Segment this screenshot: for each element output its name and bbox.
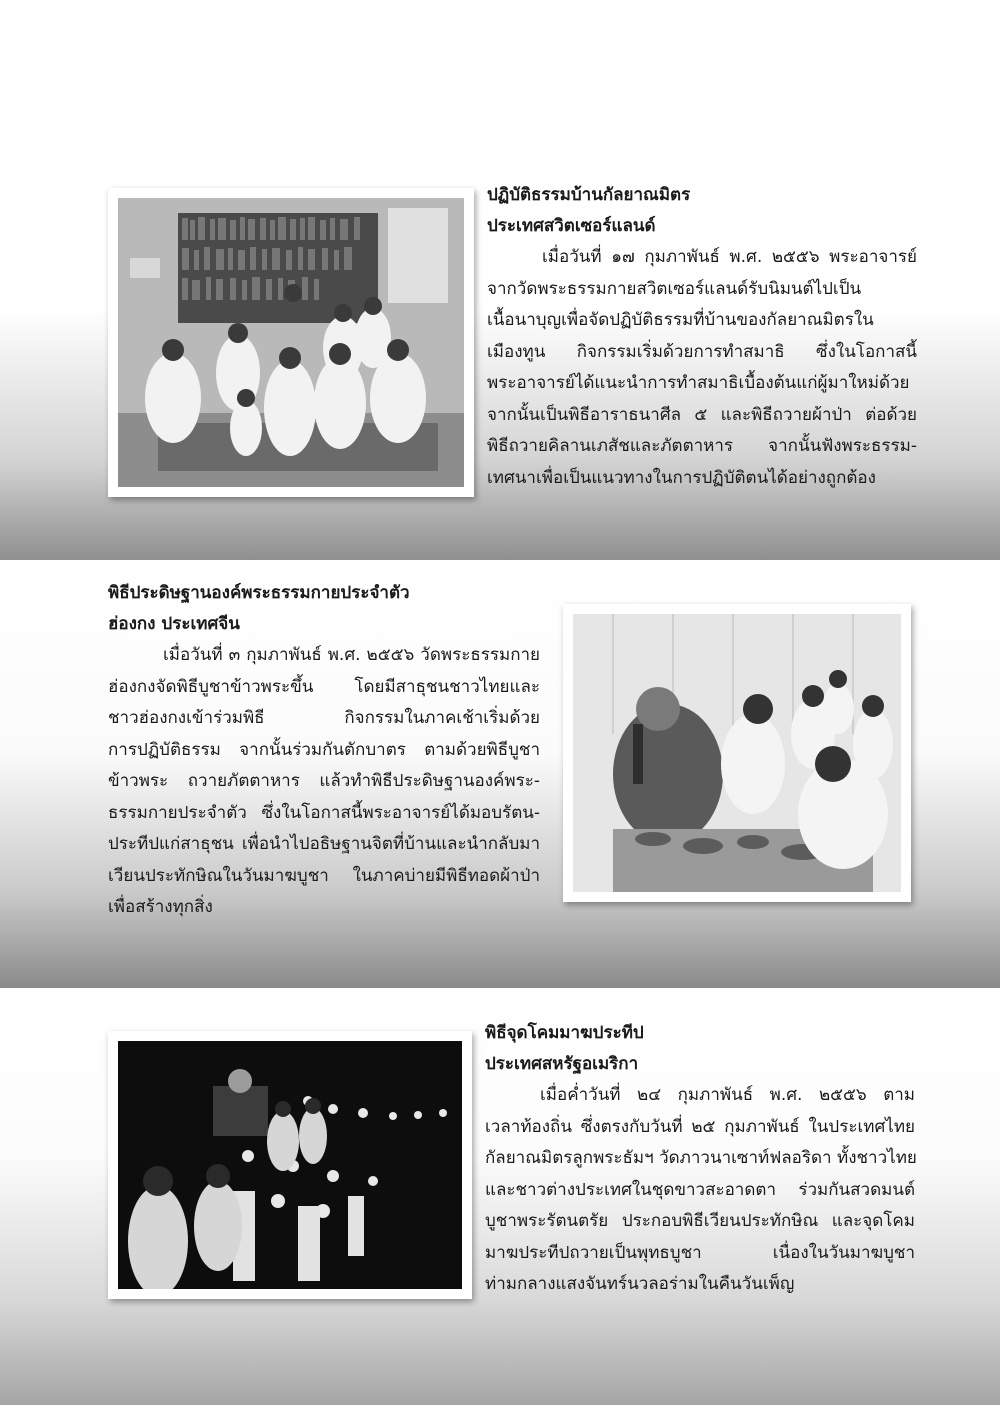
section-1-heading-country: ประเทศสวิตเซอร์แลนด์: [487, 216, 656, 236]
section-3-body-line: บูชาพระรัตนตรัย ประกอบพิธีเวียนประทักษิณ และจุดโคม: [485, 1211, 915, 1231]
photo-usa-candle-lighting: [108, 1031, 472, 1299]
section-1-body-line: เนื้อนาบุญเพื่อจัดปฏิบัติธรรมที่บ้านของกัลยาณมิตรใน: [487, 310, 874, 330]
section-3-body-line: มาฆประทีปถวายเป็นพุทธบูชา เนื่องในวันมาฆบูชา: [485, 1242, 915, 1263]
section-2-body-line: การปฏิบัติธรรม จากนั้นร่วมกันตักบาตร ตามด้วยพิธีบูชา: [108, 739, 540, 760]
section-1-body-line: เมื่อวันที่ ๑๗ กุมภาพันธ์ พ.ศ. ๒๕๕๖ พระอาจารย์: [542, 247, 917, 267]
section-2-body-line: ประทีปแก่สาธุชน เพื่อนำไปอธิษฐานจิตที่บ้านและนำกลับมา: [108, 834, 540, 854]
section-1-heading-title: ปฏิบัติธรรมบ้านกัลยาณมิตร: [487, 185, 691, 205]
section-1-body-line: พิธีถวายคิลานเภสัชและภัตตาหาร จากนั้นฟังพระธรรม-: [487, 436, 917, 456]
section-2-body-line: เวียนประทักษิณในวันมาฆบูชา ในภาคบ่ายมีพิธีทอดผ้าป่า: [108, 865, 540, 886]
section-2-text: [108, 578, 540, 924]
section-divider: [0, 988, 1000, 990]
photo-image: [118, 1041, 462, 1289]
section-3-body-line: และชาวต่างประเทศในชุดขาวสะอาดตา ร่วมกันสวดมนต์: [485, 1179, 915, 1200]
section-2-body-line: ฮ่องกงจัดพิธีบูชาข้าวพระขึ้น โดยมีสาธุชนชาวไทยและ: [108, 676, 540, 697]
section-2-heading-country: ฮ่องกง ประเทศจีน: [108, 614, 240, 634]
section-3-body-line: กัลยาณมิตรลูกพระธัมฯ วัดภาวนาเซาท์ฟลอริดา ทั้งชาวไทย: [485, 1148, 917, 1168]
section-3-body-line: ท่ามกลางแสงจันทร์นวลอร่ามในคืนวันเพ็ญ: [485, 1274, 795, 1294]
section-1-text: [487, 180, 917, 494]
section-2-body-line: เพื่อสร้างทุกสิ่ง: [108, 897, 213, 917]
section-1-body-line: พระอาจารย์ได้แนะนำการทำสมาธิเบื้องต้นแก่ผู้มาใหม่ด้วย: [487, 373, 910, 393]
section-3-text: [485, 1018, 915, 1301]
section-1-body-line: เมืองทูน กิจกรรมเริ่มด้วยการทำสมาธิ ซึ่งในโอกาสนี้: [487, 341, 917, 362]
section-2-body-line: ข้าวพระ ถวายภัตตาหาร แล้วทำพิธีประดิษฐานองค์พระ-: [108, 771, 540, 791]
section-2-heading-title: พิธีประดิษฐานองค์พระธรรมกายประจำตัว: [108, 583, 410, 603]
section-divider: [0, 560, 1000, 562]
section-1-body-line: จากนั้นเป็นพิธีอาราธนาศีล ๕ และพิธีถวายผ้าป่า ต่อด้วย: [487, 404, 917, 425]
section-3-heading-title: พิธีจุดโคมมาฆประทีป: [485, 1023, 644, 1043]
section-2-body-line: เมื่อวันที่ ๓ กุมภาพันธ์ พ.ศ. ๒๕๕๖ วัดพระธรรมกาย: [163, 645, 540, 665]
section-3-body-line: เวลาท้องถิ่น ซึ่งตรงกับวันที่ ๒๕ กุมภาพันธ์ ในประเทศไทย: [485, 1116, 915, 1137]
section-1-body-line: จากวัดพระธรรมกายสวิตเซอร์แลนด์รับนิมนต์ไปเป็น: [487, 278, 862, 299]
photo-image: [118, 198, 464, 487]
section-3-body-line: เมื่อค่ำวันที่ ๒๔ กุมภาพันธ์ พ.ศ. ๒๕๕๖ ตาม: [540, 1085, 915, 1105]
photo-hong-kong-almsgiving: [563, 604, 911, 902]
section-2-body-line: ธรรมกายประจำตัว ซึ่งในโอกาสนี้พระอาจารย์ได้มอบรัตน-: [108, 802, 540, 823]
section-3-heading-country: ประเทศสหรัฐอเมริกา: [485, 1054, 639, 1074]
photo-image: [573, 614, 901, 892]
section-1-body-line: เทศนาเพื่อเป็นแนวทางในการปฏิบัติตนได้อย่างถูกต้อง: [487, 467, 876, 488]
photo-switzerland-meditation-group: [108, 188, 474, 497]
section-2-body-line: ชาวฮ่องกงเข้าร่วมพิธี กิจกรรมในภาคเช้าเริ่มด้วย: [108, 708, 540, 728]
